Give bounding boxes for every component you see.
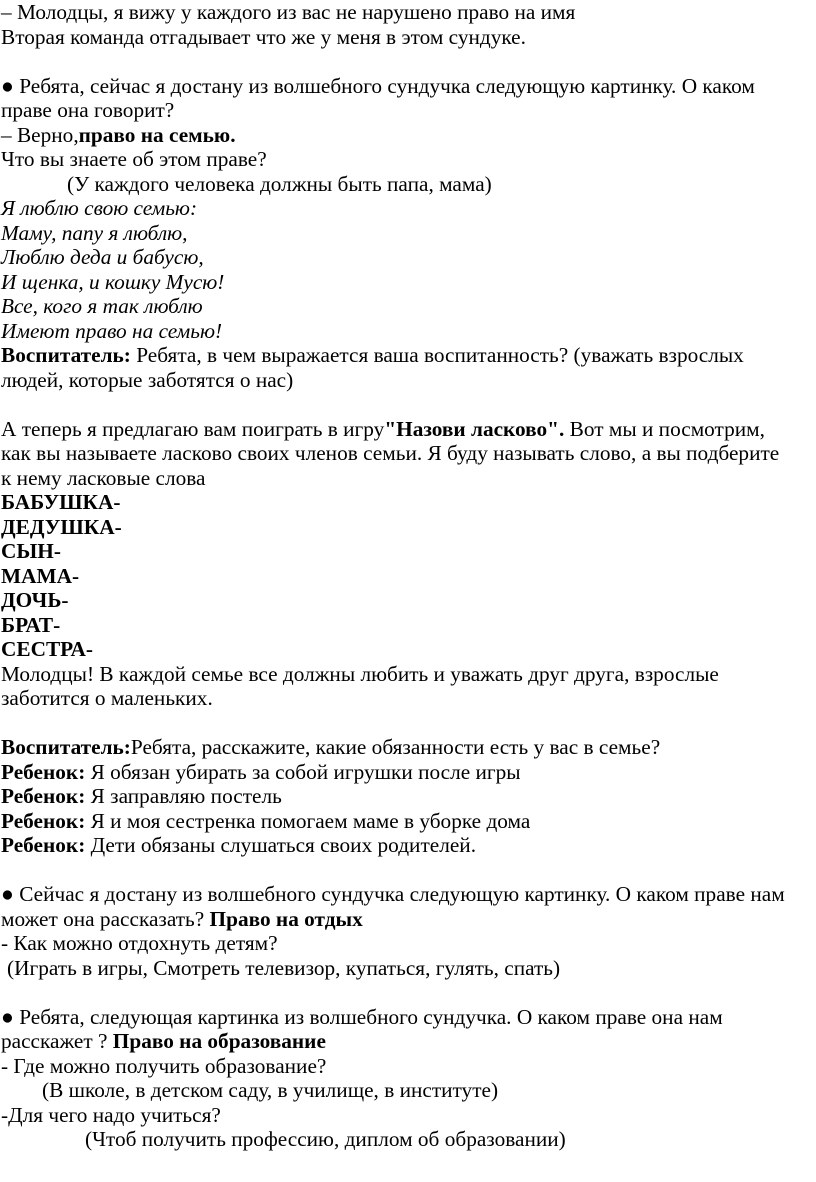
- text-span: Ребята, расскажите, какие обязанности есть у вас в семье?: [130, 735, 661, 759]
- text-span: Я заправляю постель: [85, 784, 282, 808]
- text-line: [1, 417, 816, 442]
- text-line: ● Сейчас я достану из волшебного сундучка следующую картинку. О каком праве нам: [1, 882, 785, 906]
- right-to-education-heading: Право на образование: [112, 1029, 326, 1053]
- text-line: [1, 123, 816, 148]
- text-span: – Верно,: [1, 122, 79, 147]
- word-item: СЕСТРА-: [1, 637, 93, 661]
- paragraph-gap: [1, 980, 816, 1005]
- answer-line: (В школе, в детском саду, в училище, в институте): [42, 1078, 499, 1102]
- text-line: [1, 833, 816, 858]
- speaker-label: Воспитатель:: [1, 735, 131, 759]
- word-item: БРАТ-: [1, 612, 61, 637]
- text-line: - Где можно получить образование?: [1, 1053, 327, 1078]
- speaker-label: Воспитатель:: [1, 343, 131, 367]
- text-span: Дети обязаны слушаться своих родителей.: [85, 833, 477, 857]
- text-line: к нему ласковые слова: [1, 465, 206, 490]
- poem-line: Я люблю свою семью:: [1, 196, 198, 220]
- speaker-label: Ребенок:: [1, 784, 86, 808]
- text-line: [1, 343, 816, 368]
- text-line: ● Ребята, следующая картинка из волшебного сундучка. О каком праве она нам: [1, 1004, 723, 1029]
- right-to-rest-heading: Право на отдых: [209, 906, 363, 931]
- poem-line: Имеют право на семью!: [1, 318, 223, 343]
- text-line: Вторая команда отгадывает что же у меня в этом сундуке.: [1, 24, 526, 49]
- text-line: [1, 1029, 816, 1054]
- text-line: [1, 735, 816, 760]
- poem-line: Люблю деда и бабусю,: [1, 245, 204, 269]
- text-line: людей, которые заботятся о нас): [1, 367, 294, 392]
- text-line: Молодцы! В каждой семье все должны любить и уважать друг друга, взрослые: [1, 661, 719, 686]
- text-line: Что вы знаете об этом праве?: [1, 147, 267, 171]
- word-item: ДОЧЬ-: [1, 588, 69, 612]
- poem-line: И щенка, и кошку Мусю!: [1, 269, 225, 294]
- text-line: ● Ребята, сейчас я достану из волшебного сундучка следующую картинку. О каком: [1, 73, 755, 98]
- text-span: Я обязан убирать за собой игрушки после игры: [85, 759, 521, 784]
- answer-line: (Играть в игры, Смотреть телевизор, купаться, гулять, спать): [7, 955, 561, 980]
- word-item: СЫН-: [1, 539, 61, 563]
- text-line: – Молодцы, я вижу у каждого из вас не нарушено право на имя: [1, 0, 576, 24]
- paragraph-gap: [1, 711, 816, 736]
- speaker-label: Ребенок:: [1, 808, 86, 833]
- speaker-label: Ребенок:: [1, 759, 86, 784]
- text-line: -Для чего надо учиться?: [1, 1102, 221, 1127]
- text-span: А теперь я предлагаю вам поиграть в игру: [1, 416, 385, 441]
- text-line: [1, 809, 816, 834]
- paragraph-gap: [1, 392, 816, 417]
- text-line: [1, 784, 816, 809]
- text-span: Я и моя сестренка помогаем маме в уборке дома: [85, 808, 531, 833]
- text-line: [1, 760, 816, 785]
- word-item: ДЕДУШКА-: [1, 514, 122, 539]
- speaker-label: Ребенок:: [1, 833, 86, 857]
- paragraph-gap: [1, 858, 816, 883]
- text-line: - Как можно отдохнуть детям?: [1, 931, 278, 955]
- text-span: может она рассказать?: [1, 906, 210, 931]
- text-line: праве она говорит?: [1, 98, 175, 122]
- word-item: МАМА-: [1, 563, 80, 588]
- word-item: БАБУШКА-: [1, 490, 121, 514]
- answer-line: (У каждого человека должны быть папа, мама): [67, 171, 492, 196]
- poem-line: Маму, папу я люблю,: [1, 220, 188, 245]
- text-line: заботится о маленьких.: [1, 686, 213, 710]
- paragraph-gap: [1, 49, 816, 74]
- text-span: Вот мы и посмотрим,: [564, 416, 765, 441]
- poem-line: Все, кого я так люблю: [1, 294, 203, 318]
- text-span: расскажет ?: [1, 1029, 113, 1053]
- text-line: как вы называете ласково своих членов семьи. Я буду называть слово, а вы подберите: [1, 441, 780, 465]
- game-title: "Назови ласково".: [384, 416, 565, 441]
- right-to-family-heading: право на семью.: [78, 122, 236, 147]
- text-line: [1, 907, 816, 932]
- answer-line: (Чтоб получить профессию, диплом об образовании): [85, 1127, 566, 1151]
- text-span: Ребята, в чем выражается ваша воспитанность? (уважать взрослых: [130, 343, 744, 367]
